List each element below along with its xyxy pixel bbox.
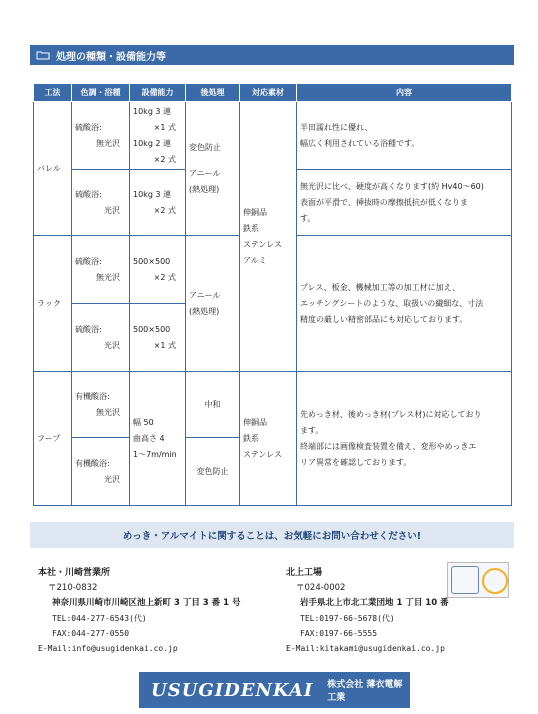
office-email[interactable]: E-Mail:kitakami@usugidenkai.co.jp (286, 644, 445, 653)
section-banner (30, 45, 514, 65)
bath-cell: 硫酸浴: 無光沢 (72, 102, 130, 170)
capacity-cell: 幅 50 曲高さ 4 1～7m/min (130, 372, 186, 506)
materials-cell: 伸銅品 鉄系 ステンレス アルミ (240, 102, 297, 372)
col-bath: 色調・浴種 (72, 84, 130, 102)
post-cell: アニール (熱処理) (186, 236, 240, 372)
bath-cell: 有機酸浴: 無光沢 (72, 372, 130, 438)
iso-mark-icon (451, 566, 479, 594)
post-cell: 変色防止 (186, 438, 240, 506)
capacity-cell: 500×500 ×2 式 (130, 236, 186, 304)
content-cell: プレス、板金、機械加工等の加工材に加え、 エッチングシートのような、取扱いの繊細な、寸法 精度の厳しい精密部品にも対応しております。 (297, 236, 512, 372)
capacity-cell: 500×500 ×1 式 (130, 304, 186, 372)
capacity-cell: 10kg 3 連 ×2 式 (130, 170, 186, 236)
col-capacity: 設備能力 (130, 84, 186, 102)
content-cell: 先めっき材、後めっき材(プレス材)に対応しており ます。 終端部には画像検査装置を備え、変形やめっきエ リア異常を確認しております。 (297, 372, 512, 506)
office-zip: 〒024-0002 (296, 583, 346, 593)
post-cell: 中和 (186, 372, 240, 438)
head-office (38, 566, 241, 656)
materials-cell: 伸銅品 鉄系 ステンレス (240, 372, 297, 506)
section-title: 処理の種類・設備能力等 (56, 51, 166, 63)
capacity-cell: 10kg 3 連 ×1 式 10kg 2 連 ×2 式 (130, 102, 186, 170)
office-fax: FAX:044-277-0550 (52, 629, 130, 638)
seal-mark-icon (482, 568, 508, 594)
logo-company-name: 株式会社 薄衣電解工業 (327, 680, 403, 703)
col-content: 内容 (297, 84, 512, 102)
bath-cell: 有機酸浴: 光沢 (72, 438, 130, 506)
certification-logo-icon (447, 562, 509, 598)
content-cell: 半田濡れ性に優れ、 幅広く利用されている浴種です。 (297, 102, 512, 170)
table-row (34, 372, 512, 438)
office-address: 神奈川県川崎市川崎区池上新町 3 丁目 3 番 1 号 (52, 598, 241, 608)
office-name: 北上工場 (286, 568, 323, 578)
col-post: 後処理 (186, 84, 240, 102)
method-hoop: フープ (34, 372, 72, 506)
spec-table (33, 83, 512, 506)
office-fax: FAX:0197-66-5555 (300, 629, 378, 638)
office-name: 本社・川崎営業所 (38, 568, 111, 578)
bath-cell: 硫酸浴: 無光沢 (72, 236, 130, 304)
logo-mark: USUGIDENKAI (151, 679, 314, 701)
col-material: 対応素材 (240, 84, 297, 102)
folder-icon (36, 50, 50, 60)
office-address: 岩手県北上市北工業団地 1 丁目 10 番 (300, 598, 449, 608)
bath-cell: 硫酸浴: 光沢 (72, 304, 130, 372)
post-cell: 変色防止 アニール (熱処理) (186, 102, 240, 236)
method-rack: ラック (34, 236, 72, 372)
col-method: 工法 (34, 84, 72, 102)
table-row (34, 102, 512, 170)
office-tel: TEL:044-277-6543(代) (52, 614, 147, 623)
office-email[interactable]: E-Mail:info@usugidenkai.co.jp (38, 644, 178, 653)
office-zip: 〒210-0832 (48, 583, 98, 593)
method-barrel: バレル (34, 102, 72, 236)
content-cell: 無光沢に比べ、硬度が高くなります(約 Hv40～60) 表面が平滑で、挿抜時の摩擦抵抗が低くなりま す。 (297, 170, 512, 236)
office-tel: TEL:0197-66-5678(代) (300, 614, 395, 623)
company-logo (139, 672, 410, 708)
kitakami-office (286, 566, 449, 656)
contact-banner: めっき・アルマイトに関することは、お気軽にお問い合わせください! (30, 522, 514, 548)
table-header-row (34, 84, 512, 102)
bath-cell: 硫酸浴: 光沢 (72, 170, 130, 236)
